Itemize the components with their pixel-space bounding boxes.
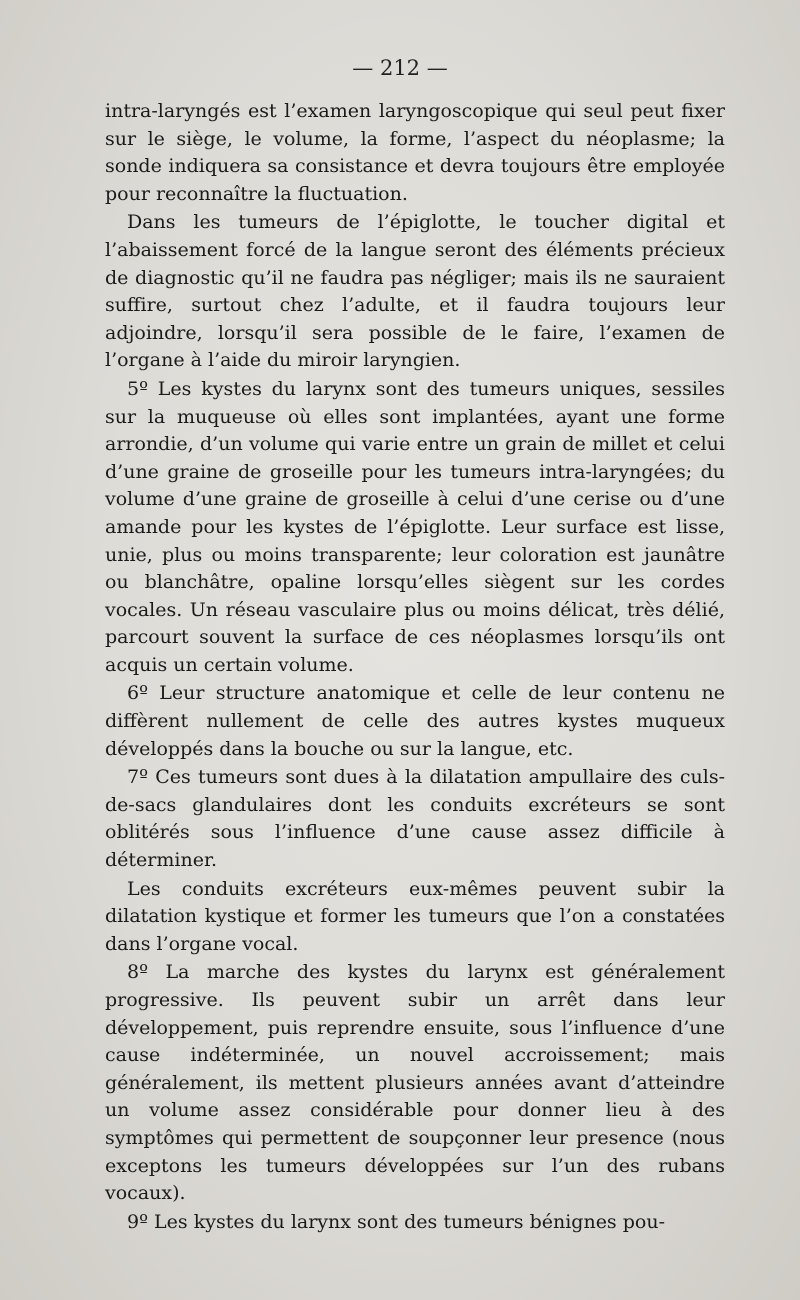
paragraph-2: Dans les tumeurs de l’épiglotte, le toucher digital et l’abaissement forcé de la langue seront des éléments précieux de diagnostic qu’il ne faudra pas négliger; mais ils ne sauraient suffire, surtout chez l’adulte, et il faudra toujours leur adjoindre, lorsqu’il sera possible de le faire, l’examen de l’organe à l’aide du miroir laryngien. <box>105 211 725 372</box>
body-text <box>105 98 725 1237</box>
paragraph-4: 6º Leur structure anatomique et celle de leur contenu ne diffèrent nullement de celle des autres kystes muqueux développés dans la bouche ou sur la langue, etc. <box>105 682 725 760</box>
paragraph-5: 7º Ces tumeurs sont dues à la dilatation ampullaire des culs-de-sacs glandulaires dont les conduits excréteurs se sont oblitérés sous l’influence d’une cause assez difficile à déterminer. <box>105 766 725 872</box>
paragraph-8: 9º Les kystes du larynx sont des tumeurs bénignes pou- <box>127 1210 665 1233</box>
paragraph-7: 8º La marche des kystes du larynx est généralement progressive. Ils peuvent subir un arrêt dans leur développement, puis reprendre ensuite, sous l’influence d’une cause indéterminée, un nouvel accroissement; mais généralement, ils mettent plusieurs années avant d’atteindre un volume assez considérable pour donner lieu à des symptômes qui permettent de soupçonner leur presence (nous exceptons les tumeurs développées sur l’un des rubans vocaux). <box>105 961 725 1205</box>
paragraph-6: Les conduits excréteurs eux-mêmes peuvent subir la dilatation kystique et former les tumeurs que l’on a constatées dans l’organe vocal. <box>105 877 725 955</box>
page-number: — 212 — <box>352 56 448 80</box>
paragraph-3: 5º Les kystes du larynx sont des tumeurs uniques, sessiles sur la muqueuse où elles sont implantées, ayant une forme arrondie, d’un volume qui varie entre un grain de millet et celui d’une graine de groseille pour les tumeurs intra-laryngées; du volume d’une graine de groseille à celui d’une cerise ou d’une amande pour les kystes de l’épiglotte. Leur surface est lisse, unie, plus ou moins transparente; leur coloration est jaunâtre ou blanchâtre, opaline lorsqu’elles siègent sur les cordes vocales. Un réseau vasculaire plus ou moins délicat, très délié, parcourt souvent la surface de ces néoplasmes lorsqu’ils ont acquis un certain volume. <box>105 377 725 676</box>
paragraph-1: intra-laryngés est l’examen laryngoscopique qui seul peut fixer sur le siège, le volume, la forme, l’aspect du néoplasme; la sonde indiquera sa consistance et devra toujours être employée pour reconnaître la fluctuation. <box>105 100 725 205</box>
